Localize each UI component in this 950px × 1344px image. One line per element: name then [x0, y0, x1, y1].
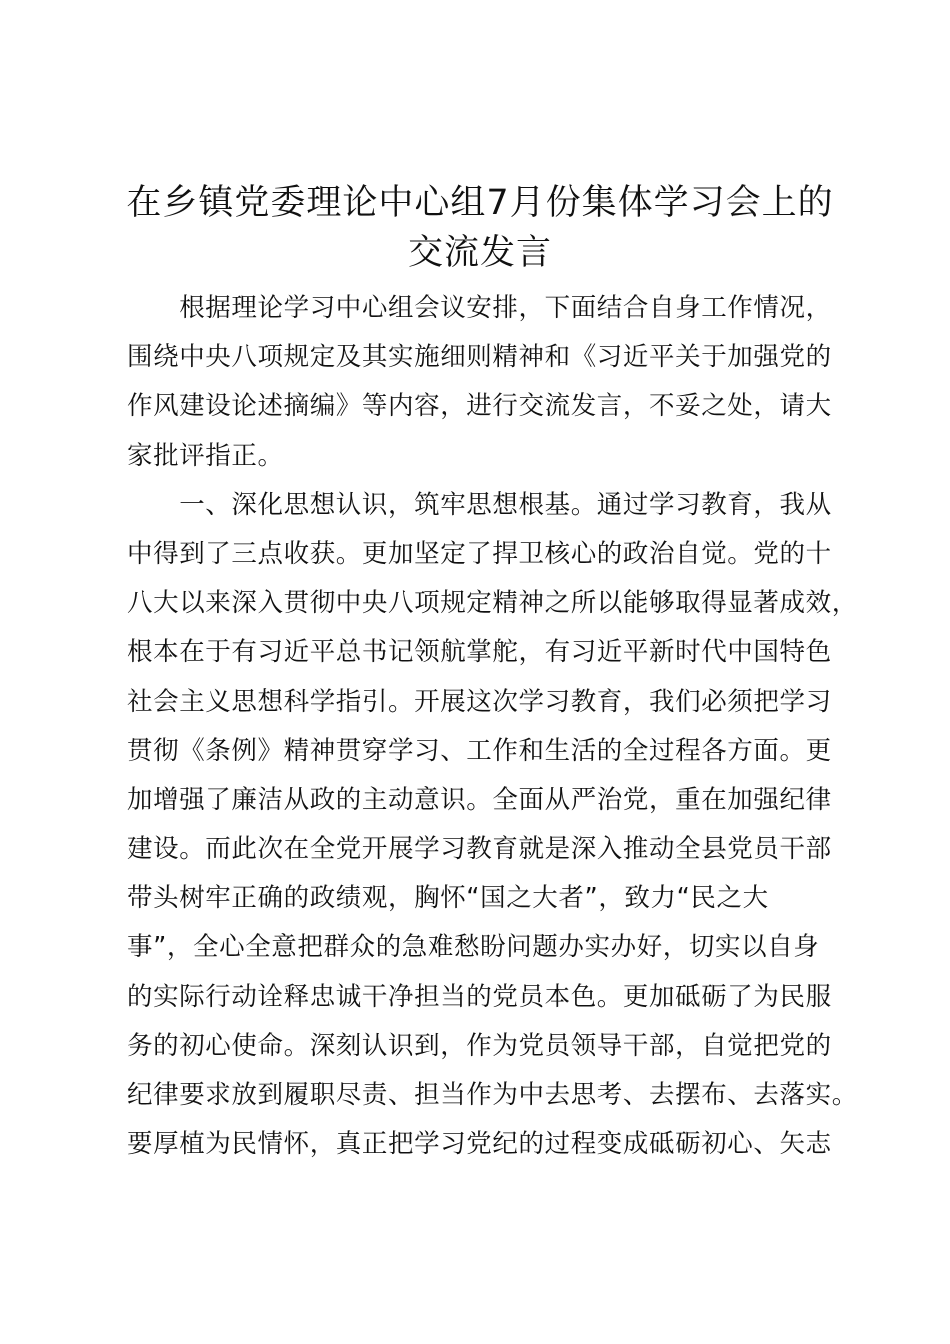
document-title — [110, 178, 850, 278]
body-line: 八大以来深入贯彻中央八项规定精神之所以能够取得显著成效， — [127, 588, 858, 619]
body-line: 事”，全心全意把群众的急难愁盼问题办实办好，切实以自身 — [127, 932, 820, 963]
body-line: 一、深化思想认识，筑牢思想根基。通过学习教育，我从 — [127, 489, 832, 520]
body-line: 的实际行动诠释忠诚干净担当的党员本色。更加砥砺了为民服 — [127, 981, 832, 1012]
body-line: 围绕中央八项规定及其实施细则精神和《习近平关于加强党的 — [127, 342, 832, 373]
body-line: 根据理论学习中心组会议安排，下面结合自身工作情况， — [127, 293, 832, 323]
body-line: 务的初心使命。深刻认识到，作为党员领导干部，自觉把党的 — [127, 1030, 832, 1061]
body-line: 作风建设论述摘编》等内容，进行交流发言，不妥之处，请大 — [127, 391, 832, 422]
body-line: 要厚植为民情怀，真正把学习党纪的过程变成砥砺初心、矢志 — [127, 1129, 832, 1160]
title-line: 在乡镇党委理论中心组7月份集体学习会上的 — [126, 183, 834, 223]
body-line: 加增强了廉洁从政的主动意识。全面从严治党，重在加强纪律 — [127, 784, 832, 815]
body-line: 根本在于有习近平总书记领航掌舵，有习近平新时代中国特色 — [127, 637, 832, 668]
body-line: 社会主义思想科学指引。开展这次学习教育，我们必须把学习 — [127, 686, 832, 717]
body-line: 纪律要求放到履职尽责、担当作为中去思考、去摆布、去落实。 — [127, 1080, 858, 1110]
body-line: 家批评指正。 — [127, 440, 284, 471]
body-line: 贯彻《条例》精神贯穿学习、工作和生活的全过程各方面。更 — [127, 735, 832, 766]
title-line: 交流发言 — [407, 233, 552, 273]
body-line: 建设。而此次在全党开展学习教育就是深入推动全县党员干部 — [127, 834, 832, 865]
body-line: 中得到了三点收获。更加坚定了捍卫核心的政治自觉。党的十 — [127, 538, 832, 569]
body-line: 带头树牢正确的政绩观，胸怀“国之大者”，致力“民之大 — [127, 883, 769, 914]
document-body — [127, 284, 857, 1169]
